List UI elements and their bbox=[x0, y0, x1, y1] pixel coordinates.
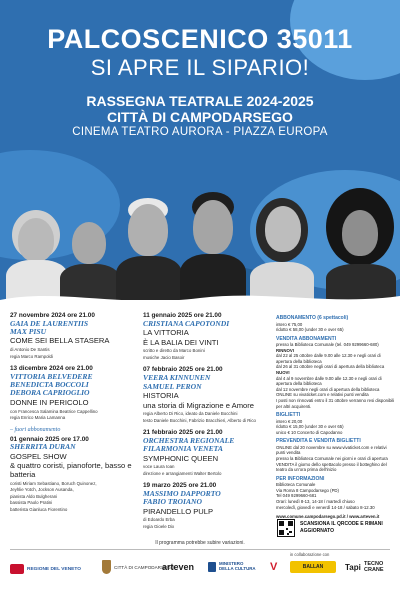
biglietti-heading: BIGLIETTI bbox=[276, 412, 301, 419]
event-block bbox=[143, 366, 273, 423]
event-performer: VITTORIA BELVEDERE bbox=[10, 371, 93, 381]
abbonamento-list bbox=[276, 322, 396, 333]
event-subtitle: una storia di Migrazione e Amore bbox=[143, 400, 255, 410]
event-credit: batterista Gianluca Fiorentino bbox=[10, 506, 68, 512]
artist-portrait bbox=[250, 188, 316, 300]
info-line: unico € 10 Concerto di Capodanno bbox=[276, 429, 343, 435]
info-line: VENDITA il giorno dello spettacolo presso il botteghino del teatro da un'ora prima dell'inizio bbox=[276, 461, 387, 473]
events-column-2 bbox=[143, 312, 273, 535]
prevendita-heading: PREVENDITA E VENDITA BIGLIETTI bbox=[276, 438, 361, 445]
event-performer: MASSIMO DAPPORTO bbox=[143, 489, 221, 499]
event-performer: DEBORA CAPRIOGLIO bbox=[10, 388, 90, 398]
info-line: ridotto € 58,00 (under 30 e over 65) bbox=[276, 327, 344, 333]
event-performer: SHERRITA DURAN bbox=[10, 442, 76, 452]
event-title: PIRANDELLO PULP bbox=[143, 506, 214, 516]
informazioni-list bbox=[276, 482, 396, 510]
informazioni-heading: PER INFORMAZIONI bbox=[276, 475, 325, 482]
footer-divider bbox=[10, 549, 390, 550]
comune-label: CITTÀ DI CAMPODARSEGO bbox=[114, 564, 175, 570]
info-line: NUOVI bbox=[276, 370, 290, 376]
info-line: Orari: lunedì 8-13, 14-18 / martedì chiuso bbox=[276, 498, 355, 504]
biglietti-list bbox=[276, 419, 396, 436]
info-line: intero € 20,00 bbox=[276, 418, 303, 424]
event-performer: CRISTIANA CAPOTONDI bbox=[143, 318, 230, 328]
event-credit: direzione e arrangiamenti Walter Bertolo bbox=[143, 470, 222, 476]
decorative-wave bbox=[0, 290, 400, 310]
website-link[interactable]: www.comune.campodarsego.pd.it / www.arteven.it bbox=[276, 514, 380, 520]
tapi-logo: Tapi bbox=[345, 563, 361, 572]
artist-portrait bbox=[112, 188, 184, 300]
event-block bbox=[143, 482, 273, 529]
event-title: LA VITTORIA bbox=[143, 328, 189, 338]
event-credit: regia Alberto Di Rico, ideato da Daniele Bocchini bbox=[143, 411, 238, 417]
event-credit: con Francesca Salamina Beatrice Cappellino bbox=[10, 408, 98, 414]
poster-subtitle: SI APRE IL SIPARIO! bbox=[90, 55, 310, 80]
artists-portrait-strip bbox=[0, 188, 400, 300]
sponsor-logos bbox=[10, 552, 390, 596]
event-credit: testo Daniele Bocchini, Fabrizio Bracchieri, Alberto di Rico bbox=[143, 417, 256, 423]
event-performer: FABIO TROIANO bbox=[143, 497, 203, 507]
v-logo: V bbox=[270, 561, 278, 573]
event-date: 21 febbraio 2025 ore 21.00 bbox=[143, 429, 223, 437]
regione-label: REGIONE DEL VENETO bbox=[27, 566, 81, 572]
info-line: dal 22 al 25 ottobre dalle 9.00 alle 12.30 e negli orari di apertura della biblioteca bbox=[276, 353, 381, 364]
event-subtitle: È LA BALIA DEI VINTI bbox=[143, 337, 219, 347]
ballan-label: BALLAN bbox=[290, 561, 336, 573]
info-line: RINNOVI bbox=[276, 347, 294, 353]
event-block bbox=[10, 436, 135, 513]
info-line: presso la Biblioteca Comunale nei giorni e orari di apertura bbox=[276, 455, 388, 461]
info-line: dal 12 novembre negli orari di apertura della biblioteca bbox=[276, 386, 380, 392]
event-performer: GAIA DE LAURENTIIS bbox=[10, 318, 89, 328]
city-name: CITTÀ DI CAMPODARSEGO bbox=[107, 109, 293, 125]
event-title: SYMPHONIC QUEEN bbox=[143, 453, 219, 463]
event-date: 19 marzo 2025 ore 21.00 bbox=[143, 482, 217, 490]
rassegna-title: RASSEGNA TEATRALE 2024-2025 bbox=[86, 93, 314, 109]
event-performer: MAX PISU bbox=[10, 327, 47, 337]
event-credit: regia Enrico Maria Lamanna bbox=[10, 415, 66, 421]
regione-veneto-logo bbox=[10, 564, 81, 574]
event-credit: regia Marco Rampoldi bbox=[10, 353, 53, 359]
info-line: intero € 75,00 bbox=[276, 321, 303, 327]
event-block bbox=[10, 312, 135, 359]
event-title: GOSPEL SHOW bbox=[10, 451, 67, 461]
event-date: 07 febbraio 2025 ore 21.00 bbox=[143, 366, 223, 374]
ministero-label: MINISTERO DELLA CULTURA bbox=[219, 561, 256, 571]
coat-of-arms-icon bbox=[102, 560, 111, 574]
event-subtitle: & quattro coristi, pianoforte, basso e batteria bbox=[10, 461, 132, 479]
event-performer: SAMUEL PERON bbox=[143, 381, 202, 391]
info-line: Biblioteca Comunale bbox=[276, 482, 316, 488]
event-performer: VEERA KINNUNEN bbox=[143, 373, 211, 383]
event-credit: musiche Jacio Basoir bbox=[143, 354, 185, 360]
info-line: dal 26 al 31 ottobre negli orari di apertura della biblioteca bbox=[276, 364, 385, 370]
event-credit: scritto e diretto da Marco Bonini bbox=[143, 348, 205, 354]
event-performer: BENEDICTA BOCCOLI bbox=[10, 380, 89, 390]
program-note: Il programma potrebbe subire variazioni. bbox=[155, 540, 245, 546]
event-credit: voce Laura Ioan bbox=[143, 464, 175, 470]
info-line: Tel 049 9299660-681 bbox=[276, 493, 317, 499]
event-credit: di Edoardo Erba bbox=[143, 517, 175, 523]
info-line: I posti non rinnovati entro il 31 ottobre verranno resi disponibili per altri acquirenti. bbox=[276, 397, 395, 409]
event-performer: FILARMONIA VENETA bbox=[143, 444, 223, 454]
poster-title: PALCOSCENICO 35011 bbox=[47, 24, 353, 54]
info-line: mercoledì, giovedì e venerdì 14-18 / sabato 8-12.30 bbox=[276, 504, 375, 510]
event-date: 01 gennaio 2025 ore 17.00 bbox=[10, 435, 89, 443]
qr-caption: SCANSIONA IL QRCODE E RIMANI AGGIORNATO bbox=[300, 521, 383, 534]
artist-portrait bbox=[58, 188, 120, 300]
event-credit: bassista Paolo Pratini bbox=[10, 500, 53, 506]
event-performer: ORCHESTRA REGIONALE bbox=[143, 435, 235, 445]
event-date: 13 dicembre 2024 ore 21.00 bbox=[10, 365, 93, 373]
info-line: Via Roma 8 Campodarsego (PD) bbox=[276, 487, 339, 493]
ministero-logo bbox=[208, 562, 259, 572]
info-line: ONLINE dal 20 novembre su www.vivaticket.com e relativi punti vendita bbox=[276, 444, 387, 456]
emblem-icon bbox=[208, 562, 216, 572]
qr-code[interactable] bbox=[277, 519, 295, 537]
vendita-list bbox=[276, 342, 396, 409]
venue-name: CINEMA TEATRO AURORA - PIAZZA EUROPA bbox=[72, 126, 328, 138]
event-date: 11 gennaio 2025 ore 21.00 bbox=[143, 312, 222, 319]
event-date: 27 novembre 2024 ore 21.00 bbox=[10, 312, 95, 319]
fuori-abbonamento-label: – fuori abbonamento bbox=[10, 426, 61, 433]
event-block bbox=[143, 312, 273, 360]
event-title: HISTORIA bbox=[143, 390, 179, 400]
info-column bbox=[276, 312, 396, 519]
event-title: COME SEI BELLA STASERA bbox=[10, 336, 110, 346]
tecno-crane-logo: TECNO CRANE bbox=[364, 561, 384, 573]
event-credit: pianista Aldo Bulgherani bbox=[10, 493, 58, 499]
prevendita-list bbox=[276, 445, 396, 473]
sponsor-caption: in collaborazione con bbox=[290, 552, 330, 557]
vendita-heading: VENDITA ABBONAMENTI bbox=[276, 335, 337, 342]
arteven-logo: arteven bbox=[162, 562, 195, 572]
abbonamento-heading: ABBONAMENTO (6 spettacoli) bbox=[276, 315, 349, 321]
info-line: ONLINE su vivaticket.com e relativi punti vendita bbox=[276, 392, 369, 398]
info-line: presso la Biblioteca Comunale (tel. 049 9299660-680) bbox=[276, 342, 379, 348]
event-credit: di Antonio De Santis bbox=[10, 347, 50, 353]
flag-icon bbox=[10, 564, 24, 574]
event-credit: Jeyhlie Yotch, Jockson Ausanda, bbox=[10, 487, 74, 493]
ballan-logo bbox=[290, 561, 336, 573]
event-block bbox=[10, 365, 135, 420]
events-column-1 bbox=[10, 312, 135, 518]
event-title: DONNE IN PERICOLO bbox=[10, 397, 89, 407]
event-credit: coristi Miriam Sebastiano, Boruch Quinonez, bbox=[10, 480, 97, 486]
event-credit: regia Gioele Dix bbox=[143, 523, 175, 529]
artist-portrait bbox=[176, 188, 248, 300]
info-line: dal 4 al 9 novembre dalle 9.00 alle 12.30 e negli orari di apertura della biblioteca bbox=[276, 375, 382, 387]
event-block bbox=[143, 429, 273, 476]
info-line: ridotto € 15,00 (under 30 e over 65) bbox=[276, 424, 344, 430]
artist-portrait bbox=[318, 188, 400, 300]
